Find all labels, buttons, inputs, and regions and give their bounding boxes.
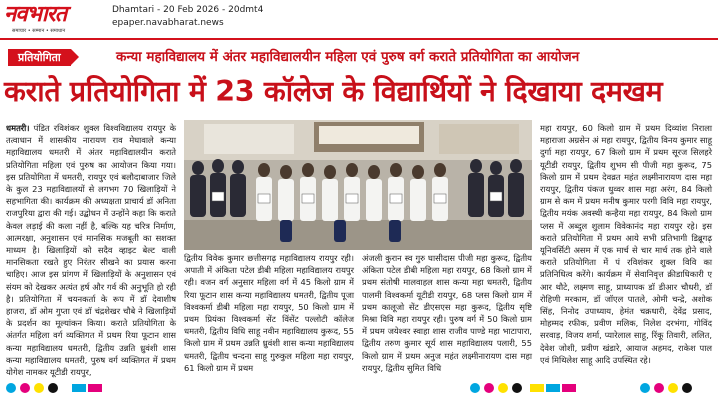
- newspaper-logo: [4, 2, 112, 36]
- article-column-2: द्वितीय विवेक कुमार छत्तीसगढ़ महाविद्यालय रायपुर रही। अपाती में अंकिता पटेल डीबी महिला महाविद्यालय रायपुर रही। वजन वर्ग अनुसार महिला वर्ग में 45 किलो ग्राम में रिया फूटान शास कन्या महाविद्यालय धमतरी, द्वितीय पूजा विश्वकर्मा डीबी महिला महा रायपुर, 50 किलो ग्राम में प्रथम प्रियंका विश्वकर्मा सेंट विंसेंट पल्लोटी कॉलेज धमतरी, द्वितीय विधि साहू नवीन महाविद्यालय कुरूद, 55 किलो ग्राम में प्रथम उन्नति ध्रुवंशी शास कन्या महाविद्यालय धमतरी, द्वितीय चन्दना साहू गुरुकुल महिला महा रायपुर, 61 किलो ग्राम में प्रथम: [184, 253, 354, 373]
- masthead: [0, 0, 718, 40]
- logo-wordmark: नवभारत: [4, 2, 67, 27]
- article-photo: [184, 120, 532, 250]
- registration-dot-icon: [6, 383, 16, 393]
- registration-dot-icon: [640, 383, 650, 393]
- registration-dot-icon: [34, 383, 44, 393]
- print-registration-strip: [0, 378, 718, 402]
- registration-dot-icon: [512, 383, 522, 393]
- registration-dot-icon: [470, 383, 480, 393]
- registration-bar: [562, 384, 576, 392]
- masthead-divider: [0, 38, 718, 40]
- article-column-1: [6, 122, 176, 378]
- registration-dot-icon: [20, 383, 30, 393]
- column-1-text: पंडित रविशंकर शुक्ल विश्वविद्यालय रायपुर के तत्वाधान में शासकीय नारायण राव मेघावाले कन्या महाविद्यालय धमतरी में अंतर महाविद्यालयीन कराते प्रतियोगिता महिला एवं पुरुष का आयोजन किया गया। इस प्रतियोगिता में धमतरी, रायपुर एवं बलौदाबाजार जिले के कुल 23 महाविद्यालयों से लगभग 70 खिलाड़ियों ने सहभागिता की। कार्यक्रम की अध्यक्षता प्राचार्य डॉ अनिता राजपुरिया द्वारा की गई। उद्बोधन में उन्होंने कहा कि कराते केवल लड़ाई की कला नहीं है, बल्कि यह चरित्र निर्माण, आत्मरक्षा, अनुशासन एवं मानसिक मजबूती का सशक्त माध्यम है। खिलाड़ियों को सदैव व्हाइट बेल्ट वाली मानसिकता रखते हुए निरंतर सीखने का प्रयास करना चाहिए। आज इस प्रांगण में खिलाड़ियों के अनुशासन एवं संयम को देखकर अत्यंत हर्ष और गर्व की अनुभूति हो रही है। प्रतियोगिता में चयनकर्ता के रूप में डॉ देवाशीष हाजरा, डॉ ओम गुप्ता एवं डॉ चंद्रशेखर चौबे ने खिलाड़ियों के प्रदर्शन का मूल्यांकन किया। कराते प्रतियोगिता के अंतर्गत महिला वर्ग व्यक्तिगत में प्रथम रिया फूटान शास कन्या महाविद्यालय धमतरी, द्वितीय उन्नति ध्रुवंशी शास कन्या महाविद्यालय धमतरी, पुरुष वर्ग व्यक्तिगत में प्रथम योगेश नामकर यूटीडी रायपुर,: [6, 123, 176, 378]
- group-photo-image: [184, 120, 532, 250]
- registration-bar: [88, 384, 102, 392]
- registration-dot-icon: [682, 383, 692, 393]
- registration-dot-icon: [48, 383, 58, 393]
- dateline-place: धमतरी।: [6, 123, 30, 133]
- registration-dot-icon: [498, 383, 508, 393]
- registration-bar: [530, 384, 544, 392]
- registration-bar: [72, 384, 86, 392]
- edition-dateline: Dhamtari - 20 Feb 2026 - 20dmt4: [112, 5, 264, 15]
- registration-dot-icon: [668, 383, 678, 393]
- article-headline: कराते प्रतियोगिता में 23 कॉलेज के विद्यार्थियों ने दिखाया दमखम: [4, 75, 663, 108]
- logo-tagline: समाचार • सम्मान • समाधान: [12, 28, 66, 34]
- epaper-url[interactable]: epaper.navabharat.news: [112, 18, 224, 28]
- registration-dot-icon: [654, 383, 664, 393]
- registration-bar: [546, 384, 560, 392]
- registration-dot-icon: [484, 383, 494, 393]
- article-column-3: अंजली कुरान स्व गुरु घासीदास पीजी महा कुरूद, द्वितीय अंकिता पटेल डीबी महिला महा रायपुर, 68 किलो ग्राम में प्रथम संतोषी मालवाहल शास कन्या महा धमतरी, द्वितीय पालमी विश्वकर्मा यूटीडी रायपुर, 68 प्लस किलो ग्राम में प्रथम कालूजो सेंट डीएसएस महा कुरूद, द्वितीय सृष्टि मिश्रा विवि महा रायपुर रही। पुरुष वर्ग में 50 किलो ग्राम में प्रथम जयेश्वर स्वाहा शास राजीव पाण्डे महा भाटापारा, द्वितीय तरुण कुमार सूर्य शास महाविद्यालय पलारी, 55 किलो ग्राम में प्रथम अनुज महंत लक्ष्मीनारायण दास महा रायपुर, द्वितीय सुमित विधि: [362, 253, 532, 373]
- article-column-4: महा रायपुर, 60 किलो ग्राम में प्रथम दिव्यांश निराला महाराजा अग्रसेन अं महा रायपुर, द्वितीय विनय कुमार साहू दुर्गा महा रायपुर, 67 किलो ग्राम में प्रथम सूरज सिलहरे यूटीडी रायपुर, द्वितीय शुभम सी पीजी महा कुरूद, 75 किलो ग्राम में प्रथम देवव्रत महंत लक्ष्मीनारायण दास महा रायपुर, द्वितीय पंकज धुव्वर शास महा अरंग, 84 किलो ग्राम से कम में प्रथम मनीष कुमार परगी विवि महा रायपुर, द्वितीय मयंक अवस्थी कन्हैया महा रायपुर, 84 किलो ग्राम प्लस में अब्दुल शुलाम विवेकानंद महा रायपुर रहे। इस कराते प्रतियोगिता में प्रथम आये सभी प्रतिभागी डिब्रूगढ़ यूनिवर्सिटी असम में एक मार्च से चार मार्च तक होने वाले कराते प्रतियोगिता में पं रविशंकर शुक्ल विवि का प्रतिनिधित्व करेंगे। कार्यक्रम में सेवानिवृत्त क्रीडाधिकारी ए आर थौटे, लक्ष्मण साहू, प्राध्यापक डॉ डीआर चौधरी, डॉ रोहिणी मरकाम, डॉ जॉएल पातले, ओमी चन्द्रे, अशोक सिंह, निनोद उपाध्याय, हेमंत चक्रधारी, देवेंद्र प्रसाद, मोहम्मद रफीक, प्रवीण मलिक, निलेश दरभंगा, गोविंद सरवाड़, विजय शर्मा, प्यारेलाल साहू, रिंकू तिवारी, ललित, देवेश जोशी, प्रवीण खंडारे, आयाज अहमद, राकेश पाल एवं मिथिलेश साहू आदि उपस्थित रहे।: [540, 123, 712, 365]
- category-tag: प्रतियोगिता: [8, 49, 71, 66]
- article-subheadline: कन्या महाविद्यालय में अंतर महाविद्यालयीन महिला एवं पुरुष वर्ग कराते प्रतियोगिता का आयोजन: [116, 49, 580, 65]
